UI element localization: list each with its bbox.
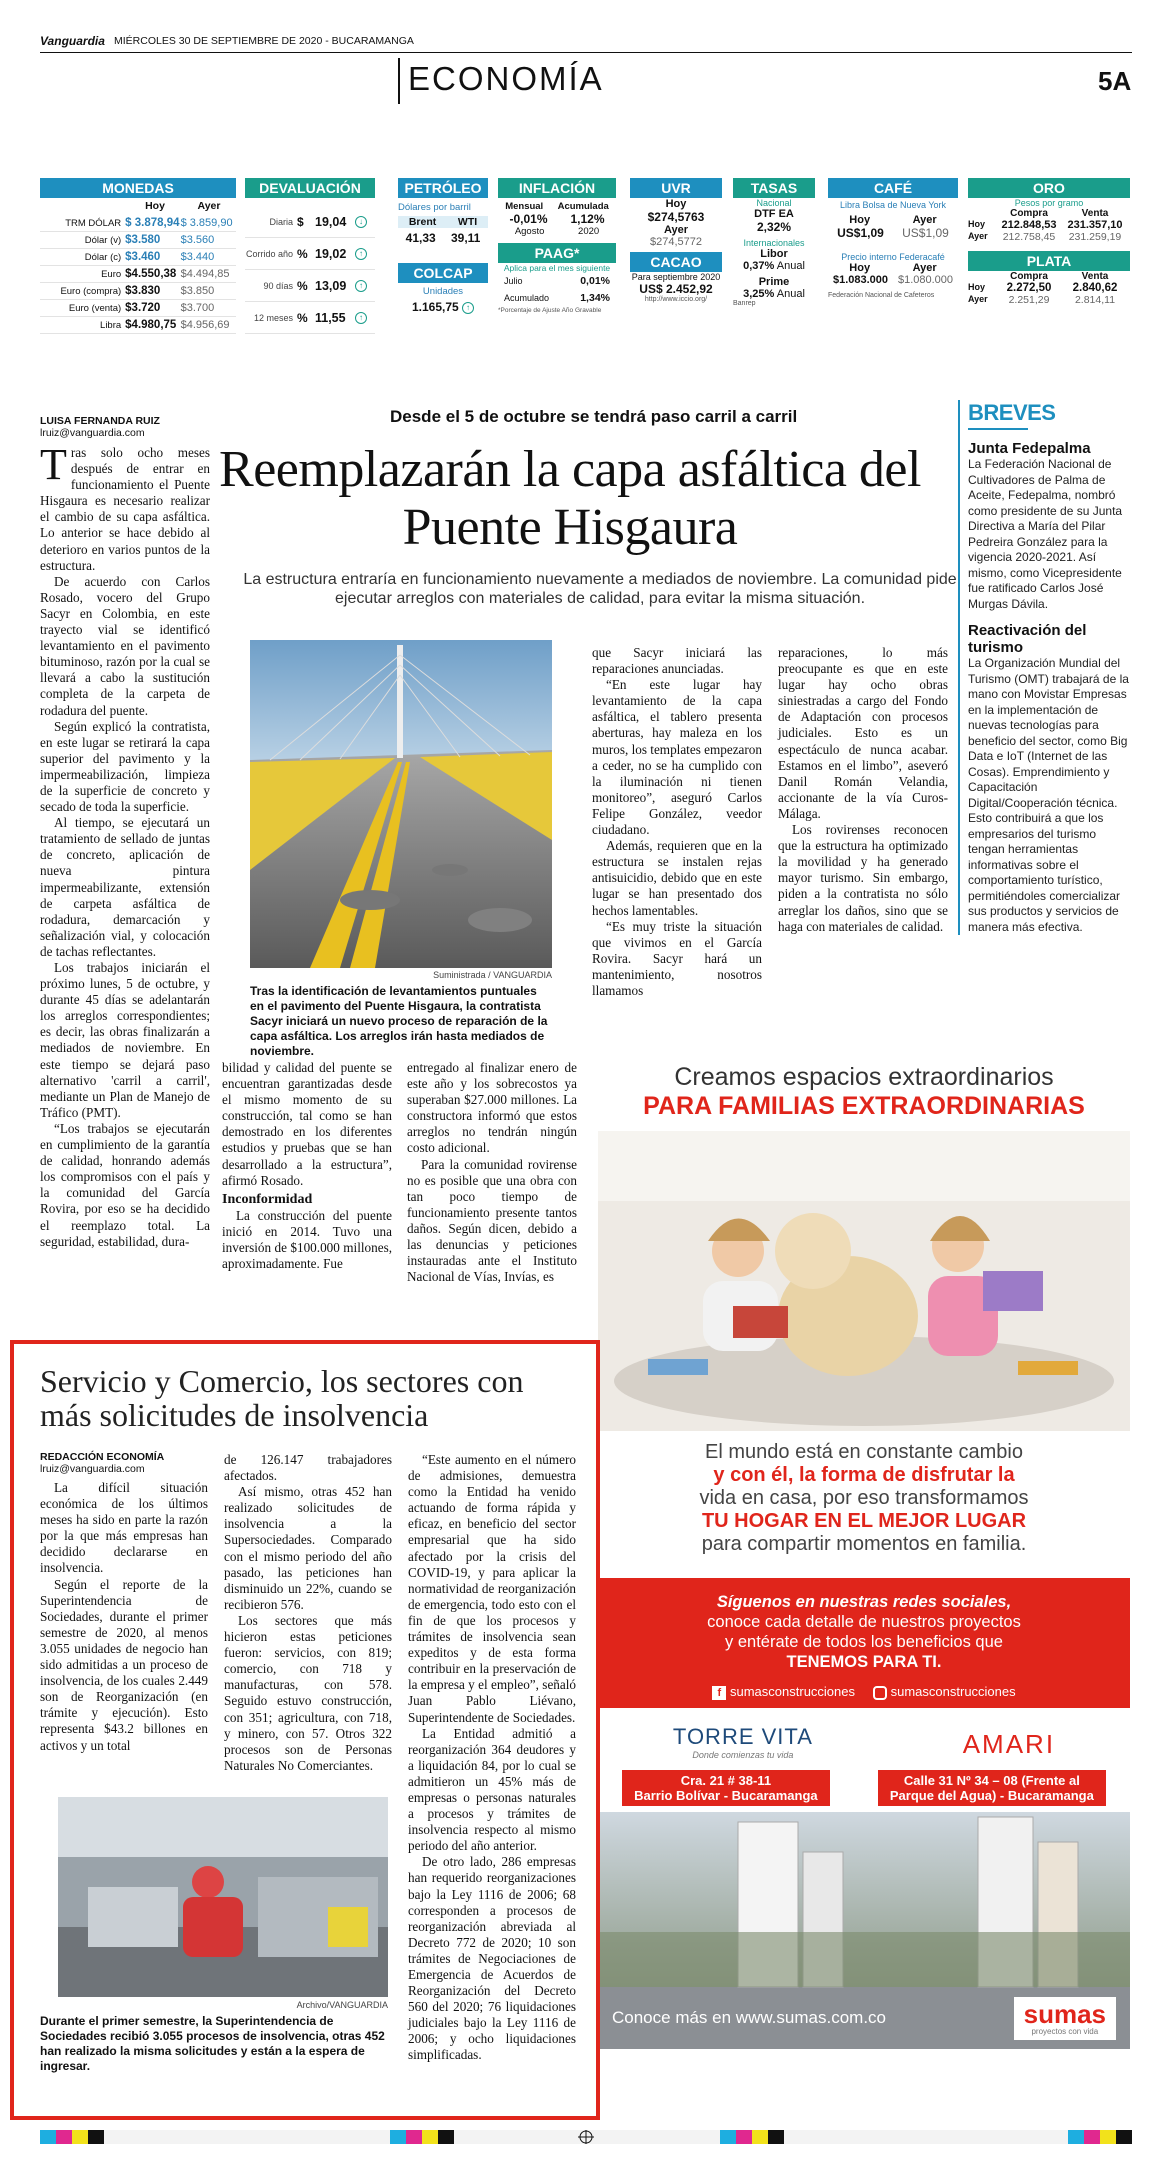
address-amari	[878, 1770, 1106, 1806]
petroleo-title: PETRÓLEO	[398, 178, 488, 198]
addr1b: Barrio Bolívar - Bucaramanga	[634, 1788, 818, 1803]
devaluacion-box	[245, 178, 375, 334]
sumas-tagline: proyectos con vida	[1031, 2026, 1099, 2036]
paragraph: Tras solo ocho meses después de entrar en funcionamiento el Puente Hisgaura es necesario realizar el cambio de su capa asfáltica. Lo anterior se hace debido al deterioro en varios puntos de la estructura.	[40, 440, 210, 573]
paag-note: *Porcentaje de Ajuste Año Gravable	[498, 307, 602, 314]
breve-title: Junta Fedepalma	[968, 440, 1091, 457]
article1-col4	[592, 645, 762, 998]
cafe-hoy-value: US$1,09	[837, 226, 884, 240]
instagram-icon[interactable]	[873, 1686, 887, 1700]
deval-label: Corrido año	[245, 248, 293, 259]
ad-website[interactable]: Conoce más en www.sumas.com.co	[612, 2008, 886, 2027]
addr2b: Parque del Agua) - Bucaramanga	[889, 1788, 1094, 1803]
article1-col1	[40, 440, 210, 1325]
deval-label: 12 meses	[253, 312, 293, 323]
drop-cap: T	[40, 440, 67, 489]
paragraph: reparaciones, lo más preocupante es que en este lugar hay ocho obras siniestradas a cargo del Fondo de Adaptación con procesos judiciales. Esto es un espectáculo de nunca acabar. Estamos en el limbo”, aseveró Danil Román Velandia, accionante de la vía Curos-Málaga.	[778, 645, 948, 821]
article1-photo-credit: Suministrada / VANGUARDIA	[433, 970, 552, 980]
mensual-period: Agosto	[514, 226, 545, 237]
amari-logo	[963, 1729, 1055, 1760]
uvr-title: UVR	[630, 178, 722, 198]
ad-line2: PARA FAMILIAS EXTRAORDINARIAS	[643, 1092, 1085, 1120]
paag-sub: Aplica para el mes siguiente	[503, 263, 611, 273]
breves-sidebar	[958, 400, 1130, 935]
instagram-handle[interactable]: sumasconstrucciones	[890, 1684, 1016, 1699]
moneda-row	[40, 300, 236, 317]
article2-col1	[40, 1480, 208, 1780]
article1-author: LUISA FERNANDA RUIZ	[40, 415, 160, 427]
cafe-hoy2-value: $1.083.000	[832, 274, 889, 286]
paragraph: bilidad y calidad del puente se encuentran garantizadas desde el mismo momento de su construcción, tal como se han demostrado en los diferentes estudios y pruebas que se han desarrollado a la estructura”, afirmó Rosado.	[222, 1060, 392, 1188]
deval-value: 19,04	[315, 214, 347, 229]
acumulada-label: Acumulada	[557, 201, 609, 212]
paragraph: de 126.147 trabajadores afectados.	[224, 1452, 392, 1484]
article2-author: REDACCIÓN ECONOMÍA	[40, 1451, 165, 1463]
paragraph: Al tiempo, se ejecutará un tratamiento de sellado de juntas de concreto, aplicación de nueva pintura impermeabilizante, extensión de carpeta asfáltica de rodadura, demarcación y señalización vial, y colocación de tachas reflectantes.	[40, 815, 210, 959]
ad-p5: para compartir momentos en familia.	[701, 1533, 1027, 1555]
factory-photo	[58, 1797, 388, 1997]
tasas-source: Banrep	[733, 300, 756, 307]
paag-title: PAAG*	[498, 243, 616, 263]
cafe-ayer2-value: $1.080.000	[897, 274, 954, 286]
moneda-hoy: $ 3.878,94	[125, 217, 180, 229]
deval-unit: %	[297, 278, 308, 293]
header-rule	[40, 52, 1132, 53]
tasas-title: TASAS	[733, 178, 815, 198]
paragraph: entregado al finalizar enero de este año y los sobrecostos ya superaban $27.000 millones. La constructora informó que estos arreglos no tendrán ningún costo adicional.	[407, 1060, 577, 1156]
deval-unit: $	[297, 214, 304, 229]
colcap-title: COLCAP	[398, 263, 488, 283]
moneda-label: Euro (venta)	[68, 303, 122, 314]
article2-byline	[40, 1451, 200, 1475]
uvr-ayer-label: Ayer	[663, 224, 689, 236]
cafe-title: CAFÉ	[828, 178, 958, 198]
paragraph: La construcción del puente inició en 2014. Tuvo una inversión de $100.000 millones, aproximadamente. Fue	[222, 1207, 392, 1272]
moneda-ayer: $4.494,85	[180, 268, 230, 280]
red-line2: conoce cada detalle de nuestros proyectos	[707, 1613, 1021, 1631]
moneda-ayer: $3.850	[180, 285, 215, 297]
cafe-box	[828, 178, 958, 299]
article1-col3	[407, 1060, 577, 1320]
julio-label: Julio	[504, 276, 523, 286]
paragraph: Según explicó la contratista, en este lugar se retirará la capa superior del pavimento y la impermeabilización, limpieza de la superficie de concreto y secado de toda la superficie.	[40, 718, 210, 815]
ad-p3: vida en casa, por eso transformamos	[699, 1487, 1029, 1509]
bridge-photo	[250, 640, 552, 968]
article1-subhead: Inconformidad	[222, 1191, 313, 1207]
article2-email: lruiz@vanguardia.com	[40, 1463, 145, 1475]
proj2-name: AMARI	[962, 1729, 1056, 1759]
moneda-ayer: $3.700	[180, 302, 215, 314]
colcap-sub: Unidades	[422, 286, 464, 297]
devaluacion-row	[245, 270, 375, 302]
monedas-title: MONEDAS	[40, 178, 236, 198]
petroleo-box	[398, 178, 488, 314]
section-divider	[398, 58, 400, 104]
plata-ayer-venta: 2.814,11	[1074, 294, 1116, 306]
paragraph: Los sectores que más hicieron estas peticiones fueron: servicios, con 819; comercio, con 718 y manufacturas, con 578. Seguido estuvo construcción, con 351; agricultura, con 718, y minero, con 57. Otros 322 procesos son de Personas Naturales No Comerciantes.	[224, 1612, 392, 1773]
uvr-hoy-value: $274,5763	[647, 210, 705, 224]
paragraph: De acuerdo con Carlos Rosado, vocero del Grupo Sacyr en Colombia, en este trayecto vial se identificó levantamiento en el pavimento bituminoso, razón por la cual se llevará a cabo la sustitución completa de la carpeta de rodadura del puente.	[40, 573, 210, 718]
arrow-up-icon: ↑	[355, 248, 367, 260]
acumulada-period: 2020	[578, 226, 600, 237]
article2-col2	[224, 1452, 392, 1780]
breve-text: La Organización Mundial del Turismo (OMT) trabajará de la mano con Movistar Empresas en la implementación de nuevas tecnologías para beneficio del sector, como Big Data e IoT (Internet de las Cosas). Emprendimiento y Capacitación Digital/Cooperación técnica. Esto contribuirá a que los empresarios del turismo tengan herramientas informativas sobre el comportamiento turístico, permitiéndoles comercializar sus productos y servicios de manera más efectiva.	[968, 656, 1129, 934]
city-render	[598, 1812, 1130, 1987]
deval-value: 13,09	[315, 278, 347, 293]
paragraph: “Este aumento en el número de admisiones, demuestra como la Entidad ha venido actuando de forma rápida y eficaz, en beneficio del sector empresarial que ha sido afectado por la crisis del COVID-19, y para aplicar la normatividad de reorganización de emergencia, todo esto con el fin de que los procesos y trámites de insolvencia sean expeditos y de esta forma contribuir en la preservación de la empresa y el empleo”, señaló Juan Pablo Liévano, Superintendente de Sociedades.	[408, 1452, 576, 1725]
dtf-label: DTF EA	[754, 208, 794, 220]
oro-venta-label: Venta	[1081, 208, 1109, 219]
moneda-hoy: $3.720	[125, 302, 161, 314]
brand-logo: Vanguardia	[40, 34, 105, 48]
paragraph: “Los trabajos se ejecutarán en cumplimiento de la garantía de calidad, honrando además los compromisos con el país y la comunidad del García Rovira, por eso se ha decidido el reemplazo total. La seguridad, estabilidad, dura-	[40, 1120, 210, 1249]
ad-line1: Creamos espacios extraordinarios	[674, 1063, 1054, 1091]
cafe-hoy-label: Hoy	[849, 214, 871, 226]
moneda-row	[40, 283, 236, 300]
torre-vita-logo	[673, 1724, 813, 1760]
oro-hoy-venta: 231.357,10	[1067, 219, 1123, 231]
moneda-row	[40, 317, 236, 334]
family-photo	[598, 1131, 1130, 1431]
deval-unit: %	[297, 310, 308, 325]
brent-label: Brent	[408, 216, 437, 228]
ad-p1: El mundo está en constante cambio	[705, 1441, 1023, 1463]
paragraph: Para la comunidad rovirense no es posible que una obra con tan poco tiempo de funcionamiento presente tantos daños. Según dicen, debido a las denuncias y peticiones instauradas ante el Instituto Nacional de Vías, Invías, es	[407, 1156, 577, 1285]
plata-compra-label: Compra	[1010, 271, 1048, 282]
paragraph: La Entidad admitió a reorganización 364 deudores y a liquidación 84, por lo cual se admitieron un 45% más de empresas o personas naturales a procesos y trámites de insolvencia respecto al mismo periodo del año anterior.	[408, 1725, 576, 1854]
uvr-hoy-label: Hoy	[665, 198, 687, 210]
acum-label: Acumulado	[504, 293, 550, 303]
oro-ayer-compra: 212.758,45	[1002, 231, 1056, 243]
moneda-hoy: $3.830	[125, 285, 161, 297]
libor-unit: Anual	[776, 260, 805, 272]
breve-title: Reactivación del turismo	[968, 622, 1087, 656]
proj1-name: TORRE VITA	[672, 1724, 813, 1749]
inflacion-box	[498, 178, 616, 314]
oro-hoy-compra: 212.848,53	[1001, 219, 1057, 231]
uvr-box	[630, 178, 722, 303]
tasas-box	[733, 178, 815, 307]
acumulada-value: 1,12%	[570, 212, 605, 226]
moneda-ayer: $3.440	[180, 251, 215, 263]
article1-col5	[778, 645, 948, 985]
article1-headline: Reemplazarán la capa asfáltica del Puente Hisgaura	[219, 441, 921, 556]
section-title: ECONOMÍA	[408, 60, 604, 97]
tasas-intl: Internacionales	[743, 238, 805, 248]
breves-title: BREVES	[968, 400, 1056, 425]
paragraph: Según el reporte de la Superintendencia de Sociedades, durante el primer semestre de 2020, al menos 3.055 unidades de negocio han sido admitidas a un proceso de insolvencia, de los cuales 2.449 son de Reorganización (en trámite y ejecución). Esto representa $43.2 billones en activos y un total	[40, 1576, 208, 1753]
red-line3: y entérate de todos los beneficios que	[725, 1633, 1003, 1651]
oro-ayer-venta: 231.259,19	[1068, 231, 1122, 243]
moneda-ayer: $ 3.859,90	[180, 217, 233, 229]
ad-p4: TU HOGAR EN EL MEJOR LUGAR	[701, 1510, 1027, 1532]
deval-value: 11,55	[315, 310, 346, 325]
wti-value: 39,11	[450, 231, 481, 245]
cafe-ayer2-label: Ayer	[912, 262, 937, 274]
oro-compra-label: Compra	[1010, 208, 1048, 219]
ayer-label: Ayer	[197, 200, 221, 212]
moneda-row	[40, 249, 236, 266]
plata-hoy-compra: 2.272,50	[1006, 282, 1052, 294]
dateline: MIÉRCOLES 30 DE SEPTIEMBRE DE 2020 - BUCARAMANGA	[114, 35, 414, 47]
plata-ayer-label: Ayer	[968, 294, 988, 304]
colcap-value: 1.165,75	[411, 300, 459, 314]
sumas-logo: sumas	[1023, 1998, 1106, 2029]
prime-unit: Anual	[776, 288, 805, 300]
dtf-value: 2,32%	[756, 220, 792, 234]
ad-p2: y con él, la forma de disfrutar la	[713, 1464, 1015, 1486]
article1-kicker: Desde el 5 de octubre se tendrá paso carril a carril	[390, 407, 798, 426]
deval-value: 19,02	[315, 246, 347, 261]
moneda-ayer: $3.560	[180, 234, 215, 246]
addr1a: Cra. 21 # 38-11	[680, 1773, 772, 1788]
cafe-ayer-label: Ayer	[912, 214, 937, 226]
deval-label: 90 días	[263, 280, 293, 291]
moneda-hoy: $4.980,75	[125, 319, 177, 331]
paragraph: La difícil situación económica de los últimos meses ha sido en parte la razón por la que más empresas han decidido declararse en insolvencia.	[40, 1480, 208, 1576]
petroleo-sub: Dólares por barril	[398, 202, 471, 213]
moneda-label: Euro (compra)	[60, 286, 122, 297]
moneda-ayer: $4.956,69	[180, 319, 230, 331]
plata-hoy-venta: 2.840,62	[1072, 282, 1118, 294]
mensual-value: -0,01%	[509, 212, 548, 226]
sumas-advertisement[interactable]	[598, 1048, 1130, 2113]
article2-col3	[408, 1452, 576, 2102]
article1-email: lruiz@vanguardia.com	[40, 427, 145, 439]
page-number: 5A	[1098, 66, 1132, 96]
paragraph: “Es muy triste la situación que vivimos en el García Rovira. Sacyr hará un mantenimiento, nosotros llamamos	[592, 918, 762, 998]
cacao-sub: Para septiembre 2020	[631, 272, 721, 282]
moneda-hoy: $4.550,38	[125, 268, 177, 280]
ad-footer	[598, 1987, 1130, 2049]
devaluacion-title: DEVALUACIÓN	[245, 178, 375, 198]
prime-value: 3,25%	[743, 288, 775, 300]
article1-deck: La estructura entraría en funcionamiento nuevamente a mediados de noviembre. La comunidad pide ejecutar arreglos con materiales de calidad, para evitar la misma situación.	[243, 571, 957, 607]
article2-photo-credit: Archivo/VANGUARDIA	[296, 2000, 388, 2010]
breve-text: La Federación Nacional de Cultivadores de Palma de Aceite, Fedepalma, nombró como presidente de su Junta Directiva a María del Pilar Pedreira González para la vigencia 2020-2021. Así mismo, como Vicepresidente fue ratificado Carlos José Murgas Dávila.	[968, 457, 1123, 611]
paragraph: De otro lado, 286 empresas han requerido reorganizaciones bajo la Ley 1116 de 2006; 68 corresponden a procesos de reorganización abreviada al Decreto 772 de 2020; 10 son trámites de Negociaciones de Emergencia de Acuerdos de Reorganización del Decreto 560 del 2020; 76 liquidaciones judiciales bajo la Ley 1116 de 2006; y ocho liquidaciones simplificadas.	[408, 1854, 576, 2063]
moneda-row	[40, 232, 236, 249]
acum-value: 1,34%	[580, 292, 610, 304]
address-torre-vita	[622, 1770, 830, 1806]
red-line4: TENEMOS PARA TI.	[786, 1653, 942, 1671]
article2-box	[10, 1340, 600, 2120]
oro-box	[968, 178, 1130, 306]
plata-title: PLATA	[968, 251, 1130, 271]
article1-caption: Tras la identificación de levantamientos puntuales en el pavimento del Puente Hisgaura, la contratista Sacyr iniciará un nuevo proceso de reparación de la capa asfáltica. Los arreglos irán hasta mediados de noviembre.	[250, 984, 548, 1058]
facebook-icon[interactable]: f	[712, 1686, 726, 1700]
paragraph: “En este lugar hay levantamiento de la capa asfáltica, el tablero presenta aberturas, hay maleza en los muros, los templates empezaron a ceder, no se ha cumplido con la iluminación ni tienen monitoreo”, aseguró Carlos Felipe González, veedor ciudadano.	[592, 677, 762, 838]
paragraph: que Sacyr iniciará las reparaciones anunciadas.	[592, 645, 762, 677]
devaluacion-row	[245, 238, 375, 270]
social-banner	[598, 1578, 1130, 1708]
arrow-down-icon: ↓	[355, 216, 367, 228]
arrow-up-icon: ↑	[355, 312, 367, 324]
cacao-value: US$ 2.452,92	[639, 282, 713, 296]
deval-label: Diaria	[269, 216, 293, 227]
inflacion-title: INFLACIÓN	[498, 178, 616, 198]
oro-hoy-label: Hoy	[968, 219, 986, 229]
oro-sub: Pesos por gramo	[1014, 198, 1084, 208]
moneda-label: Dólar (c)	[84, 252, 122, 263]
wti-label: WTI	[457, 216, 478, 228]
proj1-tagline: Donde comienzas tu vida	[692, 1750, 794, 1760]
article1-byline	[40, 415, 200, 439]
moneda-label: Libra	[100, 320, 122, 331]
plata-hoy-label: Hoy	[968, 282, 986, 292]
article2-caption: Durante el primer semestre, la Superintendencia de Sociedades recibió 3.055 procesos de insolvencia, otras 452 han realizado la misma solicitudes y están a la espera de ingresar.	[40, 2014, 385, 2073]
addr2a: Calle 31 Nº 34 – 08 (Frente al	[903, 1773, 1080, 1788]
cafe-ayer-value: US$1,09	[902, 226, 949, 240]
paragraph: Los trabajos iniciarán el próximo lunes, 5 de octubre, y durante 45 días se adelantarán los arreglos correspondientes; es decir, las obras finalizarán a mediados de noviembre. En este tiempo se dejará paso alternativo 'carril a carril', mediante un Plan de Manejo de Tráfico (PMT).	[40, 960, 210, 1120]
article1-col2	[222, 1060, 392, 1320]
libor-value: 0,37%	[743, 260, 775, 272]
devaluacion-row	[245, 302, 375, 334]
plata-ayer-compra: 2.251,29	[1008, 294, 1050, 306]
article2-headline: Servicio y Comercio, los sectores con más solicitudes de insolvencia	[40, 1363, 524, 1433]
uvr-ayer-value: $274,5772	[650, 236, 702, 248]
cafe-sub2: Precio interno Federacafé	[841, 252, 945, 262]
oro-ayer-label: Ayer	[968, 231, 988, 241]
monedas-box	[40, 178, 236, 334]
cacao-note: http://www.iccio.org/	[644, 296, 708, 303]
moneda-row	[40, 266, 236, 283]
print-registration-bar	[40, 2130, 1132, 2144]
moneda-row	[40, 215, 236, 232]
oro-title: ORO	[968, 178, 1130, 198]
mensual-label: Mensual	[505, 201, 544, 212]
arrow-up-icon: ↑	[355, 280, 367, 292]
tasas-nacional: Nacional	[756, 198, 792, 208]
moneda-label: TRM DÓLAR	[65, 218, 122, 229]
cacao-title: CACAO	[630, 252, 722, 272]
paragraph: Los rovirenses reconocen que la estructura ha optimizado la movilidad y ha generado mayor turismo. Sin embargo, piden a la contratista no sólo arreglar los daños, sino que se haga con materiales de calidad.	[778, 822, 948, 934]
moneda-hoy: $3.580	[125, 234, 161, 246]
devaluacion-row	[245, 206, 375, 238]
cafe-sub: Libra Bolsa de Nueva York	[839, 200, 947, 210]
arrow-up-icon: ↑	[462, 302, 474, 314]
prime-label: Prime	[758, 276, 790, 288]
deval-unit: %	[297, 246, 308, 261]
julio-value: 0,01%	[580, 275, 610, 287]
plata-venta-label: Venta	[1081, 271, 1109, 282]
libor-label: Libor	[760, 248, 788, 260]
red-line1: Síguenos en nuestras redes sociales,	[716, 1593, 1012, 1611]
brent-value: 41,33	[405, 231, 436, 245]
cafe-hoy2-label: Hoy	[849, 262, 871, 274]
paragraph: Así mismo, otras 452 han realizado solicitudes de insolvencia a la Supersociedades. Comparado con el mismo periodo del año pasado, las peticiones han disminuido un 22%, cuando se recibieron 576.	[224, 1484, 392, 1612]
paragraph: Además, requieren que en la estructura se instalen rejas antisuicidio, debido que en este lugar se han presentado dos hechos lamentables.	[592, 838, 762, 918]
cafe-source: Federación Nacional de Cafeteros	[828, 292, 935, 299]
moneda-label: Dólar (v)	[84, 235, 122, 246]
hoy-label: Hoy	[145, 200, 165, 212]
moneda-hoy: $3.460	[125, 251, 161, 263]
facebook-handle[interactable]: sumasconstrucciones	[730, 1684, 855, 1699]
moneda-label: Euro	[101, 269, 122, 280]
